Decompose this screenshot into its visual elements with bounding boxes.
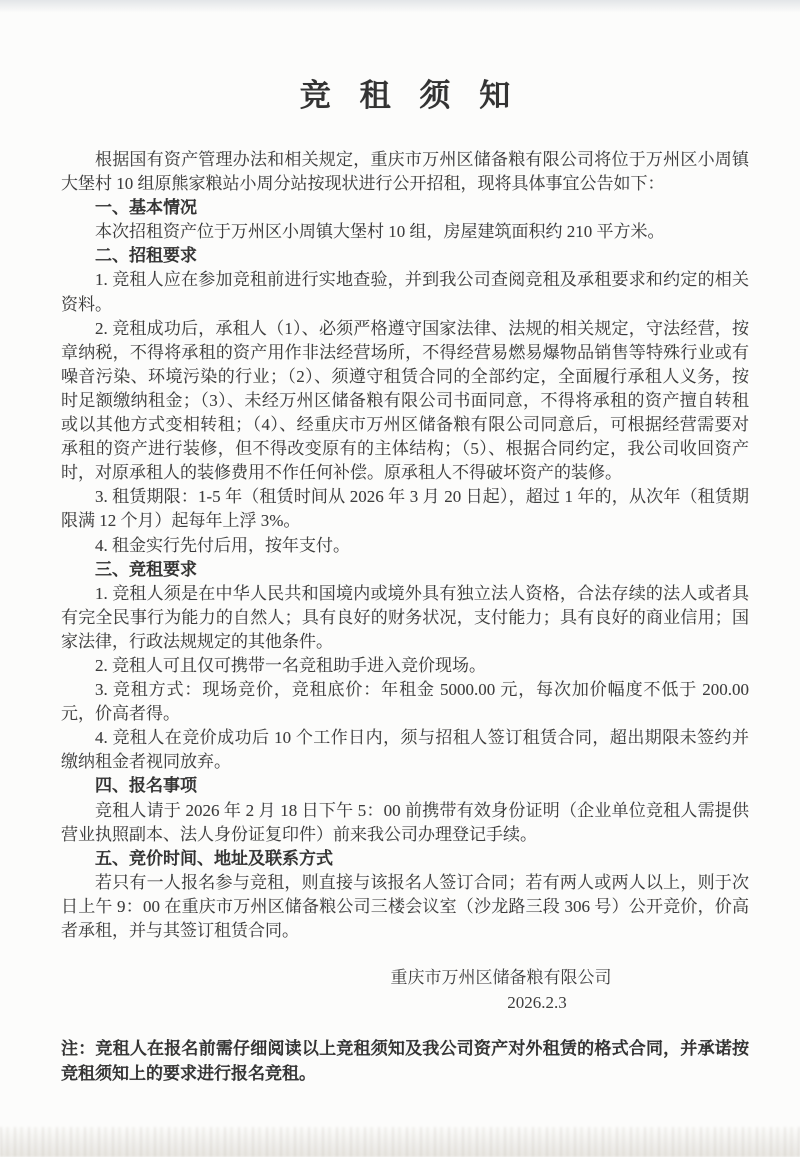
section-heading-5: 五、竞价时间、地址及联系方式 (95, 848, 333, 868)
section-1-paragraph: 本次招租资产位于万州区小周镇大堡村 10 组，房屋建筑面积约 210 平方米。 (95, 222, 665, 242)
footer-note: 注：竞租人在报名前需仔细阅读以上竞租须知及我公司资产对外租赁的格式合同，并承诺按竞租须知上的要求进行报名竞租。 (61, 1039, 749, 1083)
section-3-paragraph: 4. 竞租人在竞价成功后 10 个工作日内，须与招租人签订租赁合同，超出期限未签约并缴纳租金者视同放弃。 (61, 728, 749, 772)
intro-paragraph: 根据国有资产管理办法和相关规定，重庆市万州区储备粮有限公司将位于万州区小周镇大堡村 10 组原熊家粮站小周分站按现状进行公开招租，现将具体事宜公告如下： (61, 150, 749, 194)
scan-artifact-bottom-edge (0, 1127, 800, 1157)
document-body (61, 0, 749, 1086)
section-2-paragraph: 1. 竞租人应在参加竞租前进行实地查验，并到我公司查阅竞租及承租要求和约定的相关资料。 (61, 270, 749, 314)
section-heading-4: 四、报名事项 (95, 776, 197, 796)
signature-company: 重庆市万州区储备粮有限公司 (390, 968, 612, 988)
section-3-paragraph: 2. 竞租人可且仅可携带一名竞租助手进入竞价现场。 (95, 655, 486, 675)
section-3-paragraph: 1. 竞租人须是在中华人民共和国境内或境外具有独立法人资格，合法存续的法人或者具有完全民事行为能力的自然人；具有良好的财务状况，支付能力；具有良好的商业信用；国家法律，行政法规规定的其他条件。 (61, 583, 749, 651)
signature-date: 2026.2.3 (507, 993, 567, 1013)
section-2-paragraph: 4. 租金实行先付后用，按年支付。 (95, 535, 350, 555)
section-heading-1: 一、基本情况 (95, 198, 197, 218)
section-heading-3: 三、竞租要求 (95, 559, 197, 579)
document-text (61, 148, 749, 943)
section-2-paragraph: 3. 租赁期限：1-5 年（租赁时间从 2026 年 3 月 20 日起），超过 1 年的，从次年（租赁期限满 12 个月）起每年上浮 3%。 (61, 487, 749, 531)
section-5-paragraph: 若只有一人报名参与竞租，则直接与该报名人签订合同；若有两人或两人以上，则于次日上午 9：00 在重庆市万州区储备粮公司三楼会议室（沙龙路三段 306 号）公开竞价，价高者承租，并与其签订租赁合同。 (61, 872, 749, 940)
section-4-paragraph: 竞租人请于 2026 年 2 月 18 日下午 5：00 前携带有效身份证明（企业单位竞租人需提供营业执照副本、法人身份证复印件）前来我公司办理登记手续。 (61, 800, 749, 844)
document-title: 竞租须知 (299, 78, 540, 113)
section-heading-2: 二、招租要求 (95, 246, 197, 266)
section-3-paragraph: 3. 竞租方式：现场竞价，竞租底价：年租金 5000.00 元，每次加价幅度不低于 200.00 元，价高者得。 (61, 680, 749, 724)
section-2-paragraph: 2. 竞租成功后，承租人（1）、必须严格遵守国家法律、法规的相关规定，守法经营，按章纳税，不得将承租的资产用作非法经营场所，不得经营易燃易爆物品销售等特殊行业或有噪音污染、环境污染的行业；（2）、须遵守租赁合同的全部约定，全面履行承租人义务，按时足额缴纳租金；（3）、未经万州区储备粮有限公司书面同意，不得将承租的资产擅自转租或以其他方式变相转租；（4）、经重庆市万州区储备粮有限公司同意后，可根据经营需要对承租的资产进行装修，但不得改变原有的主体结构；（5）、根据合同约定，我公司收回资产时，对原承租人的装修费用不作任何补偿。原承租人不得破坏资产的装修。 (61, 318, 749, 483)
signature-block (61, 965, 749, 1015)
